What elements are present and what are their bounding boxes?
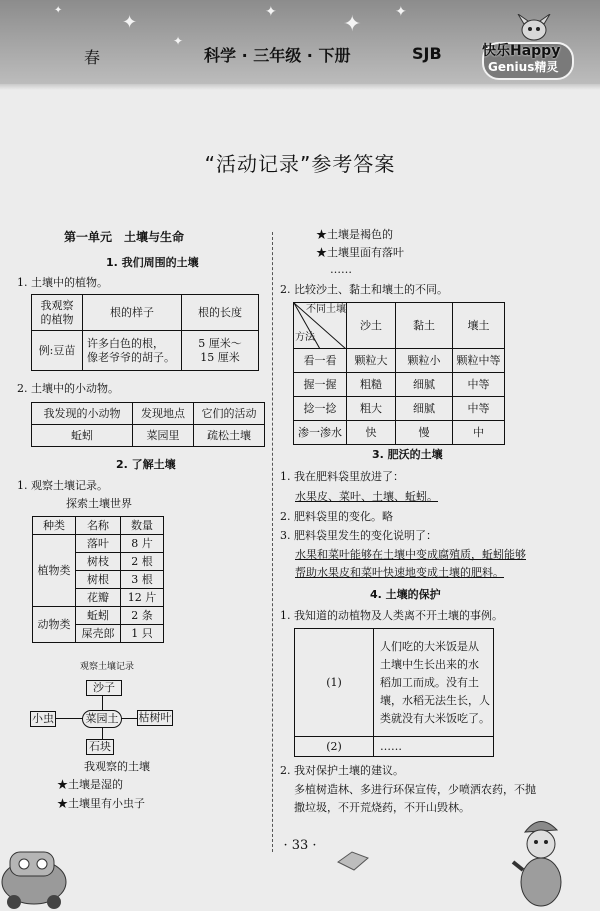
diagram-node-center: 菜园土	[82, 710, 122, 728]
corner-top-label: 不同土壤	[306, 304, 346, 315]
sparkle-icon: ✦	[343, 12, 362, 37]
observe-title: 我观察的土壤	[84, 760, 150, 773]
observation-item: ★土壤是湿的	[57, 778, 123, 791]
header-shine	[0, 84, 600, 90]
compare-cell: 粗糙	[347, 373, 396, 397]
examples-row-number: (1)	[295, 629, 374, 737]
observation-item: ★土壤里面有落叶	[316, 246, 404, 259]
car-cartoon-icon	[0, 822, 70, 911]
diagram-node-top: 沙子	[86, 680, 122, 696]
roots-cell-length: 5 厘米～ 15 厘米	[182, 331, 259, 371]
section-4-heading: 4. 土壤的保护	[370, 588, 441, 601]
animals-cell-animal: 蚯蚓	[32, 425, 133, 447]
compare-method: 渗一渗水	[294, 421, 347, 445]
header-subject: 科学 · 三年级 · 下册	[204, 46, 351, 65]
soil-cell-count: 8 片	[121, 535, 164, 553]
roots-header-shape: 根的样子	[83, 295, 182, 331]
roots-header-length: 根的长度	[182, 295, 259, 331]
s3-q1: 1. 我在肥料袋里放进了：	[280, 470, 404, 483]
compare-col-header: 沙土	[347, 303, 396, 349]
soil-cell-name: 蚯蚓	[76, 607, 121, 625]
soil-cell-count: 2 根	[121, 553, 164, 571]
compare-cell: 颗粒大	[347, 349, 396, 373]
logo-line1: 快乐Happy	[482, 43, 561, 59]
compare-cell: 细腻	[396, 373, 453, 397]
soil-header-count: 数量	[121, 517, 164, 535]
header-season: 春	[84, 48, 101, 67]
roots-table	[31, 294, 259, 371]
compare-method: 看一看	[294, 349, 347, 373]
soil-cell-name: 树枝	[76, 553, 121, 571]
soil-world-table	[32, 516, 164, 643]
s3-a1: 水果皮、菜叶、土壤、蚯蚓。	[295, 490, 438, 503]
compare-cell: 快	[347, 421, 396, 445]
mascot-head-icon	[514, 14, 554, 42]
soil-cell-count: 2 条	[121, 607, 164, 625]
compare-cell: 细腻	[396, 397, 453, 421]
soil-cell-name: 落叶	[76, 535, 121, 553]
animals-header-activity: 它们的活动	[194, 403, 265, 425]
sparkle-icon: ✦	[265, 4, 277, 20]
compare-cell: 慢	[396, 421, 453, 445]
page-title: “活动记录”参考答案	[204, 152, 396, 176]
soil-group-plants: 植物类	[33, 535, 76, 607]
diagram-node-bottom: 石块	[86, 739, 114, 755]
soil-table-title: 探索土壤世界	[66, 497, 132, 510]
animals-cell-activity: 疏松土壤	[194, 425, 265, 447]
s1-q2: 2. 土壤中的小动物。	[17, 382, 119, 395]
compare-cell: 粗大	[347, 397, 396, 421]
s3-a3-line2: 帮助水果皮和菜叶快速地变成土壤的肥料。	[295, 566, 504, 579]
diagram-node-left: 小虫	[32, 712, 54, 725]
unit-title: 第一单元 土壤与生命	[64, 230, 185, 244]
diagram-connector	[102, 726, 103, 740]
compare-corner	[294, 303, 347, 349]
soil-compare-table	[293, 302, 505, 445]
compare-cell: 颗粒小	[396, 349, 453, 373]
compare-col-header: 壤土	[453, 303, 505, 349]
soil-cell-count: 1 只	[121, 625, 164, 643]
page-number: · 33 ·	[283, 838, 317, 853]
diagram-node-right: 枯树叶	[138, 711, 172, 724]
examples-row-text: 人们吃的大米饭是从 土壤中生长出来的水 稻加工而成。没有土 壤，水稻无法生长，人 类就没有大米饭吃了。	[374, 629, 494, 737]
soil-header-name: 名称	[76, 517, 121, 535]
sparkle-icon: ✦	[395, 4, 407, 20]
compare-cell: 中等	[453, 373, 505, 397]
logo-mascot-icon	[478, 20, 574, 78]
s3-q3: 3. 肥料袋里发生的变化说明了：	[280, 529, 437, 542]
section-3-heading: 3. 肥沃的土壤	[372, 448, 443, 461]
observation-item: ★土壤里有小虫子	[57, 797, 145, 810]
soil-group-animals: 动物类	[33, 607, 76, 643]
column-divider	[272, 232, 273, 852]
s4-a2-line2: 撒垃圾，不开荒烧药，不开山毁林。	[294, 801, 470, 814]
s2-q2: 2. 比较沙土、黏土和壤土的不同。	[280, 283, 448, 296]
soil-cell-name: 树根	[76, 571, 121, 589]
sparkle-icon: ✦	[122, 12, 138, 33]
compare-method: 捻一捻	[294, 397, 347, 421]
s1-q1: 1. 土壤中的植物。	[17, 276, 108, 289]
examples-row-number: (2)	[295, 737, 374, 757]
soil-cell-name: 花瓣	[76, 589, 121, 607]
sparkle-icon: ✦	[173, 34, 184, 48]
soil-cell-count: 3 根	[121, 571, 164, 589]
observation-item: ★土壤是褐色的	[316, 228, 393, 241]
section-1-heading: 1. 我们周围的土壤	[106, 256, 199, 269]
logo-line2: Genius精灵	[488, 60, 559, 74]
compare-cell: 颗粒中等	[453, 349, 505, 373]
s4-a2-line1: 多植树造林、多进行环保宣传，少喷洒农药，不抛	[294, 783, 536, 796]
examples-table	[294, 628, 494, 757]
animals-table	[31, 402, 265, 447]
compare-col-header: 黏土	[396, 303, 453, 349]
s2-q1: 1. 观察土壤记录。	[17, 479, 108, 492]
corner-bottom-label: 方法	[295, 332, 315, 343]
sparkle-icon: ✦	[54, 5, 63, 16]
header-edition: SJB	[412, 44, 442, 63]
roots-cell-shape: 许多白色的根， 像老爷爷的胡子。	[83, 331, 182, 371]
s4-q2: 2. 我对保护土壤的建议。	[280, 764, 404, 777]
roots-header-plant: 我观察 的植物	[32, 295, 83, 331]
soil-cell-name: 屎壳郎	[76, 625, 121, 643]
soil-cell-count: 12 片	[121, 589, 164, 607]
observation-item: ……	[330, 263, 352, 276]
examples-row-text: ……	[374, 737, 494, 757]
compare-cell: 中	[453, 421, 505, 445]
book-icon	[336, 848, 370, 876]
compare-cell: 中等	[453, 397, 505, 421]
animals-cell-place: 菜园里	[133, 425, 194, 447]
compare-method: 握一握	[294, 373, 347, 397]
animals-header-animal: 我发现的小动物	[32, 403, 133, 425]
roots-cell-plant: 例:豆苗	[32, 331, 83, 371]
soil-header-kind: 种类	[33, 517, 76, 535]
s4-q1: 1. 我知道的动植物及人类离不开土壤的事例。	[280, 609, 503, 622]
s3-q2: 2. 肥料袋里的变化。略	[280, 510, 393, 523]
s3-a3-line1: 水果和菜叶能够在土壤中变成腐殖质，蚯蚓能够	[295, 548, 526, 561]
diagram-connector	[53, 718, 83, 719]
animals-header-place: 发现地点	[133, 403, 194, 425]
diagram-title: 观察土壤记录	[80, 662, 135, 672]
dwarf-cartoon-icon	[505, 812, 575, 911]
section-2-heading: 2. 了解土壤	[116, 458, 176, 471]
